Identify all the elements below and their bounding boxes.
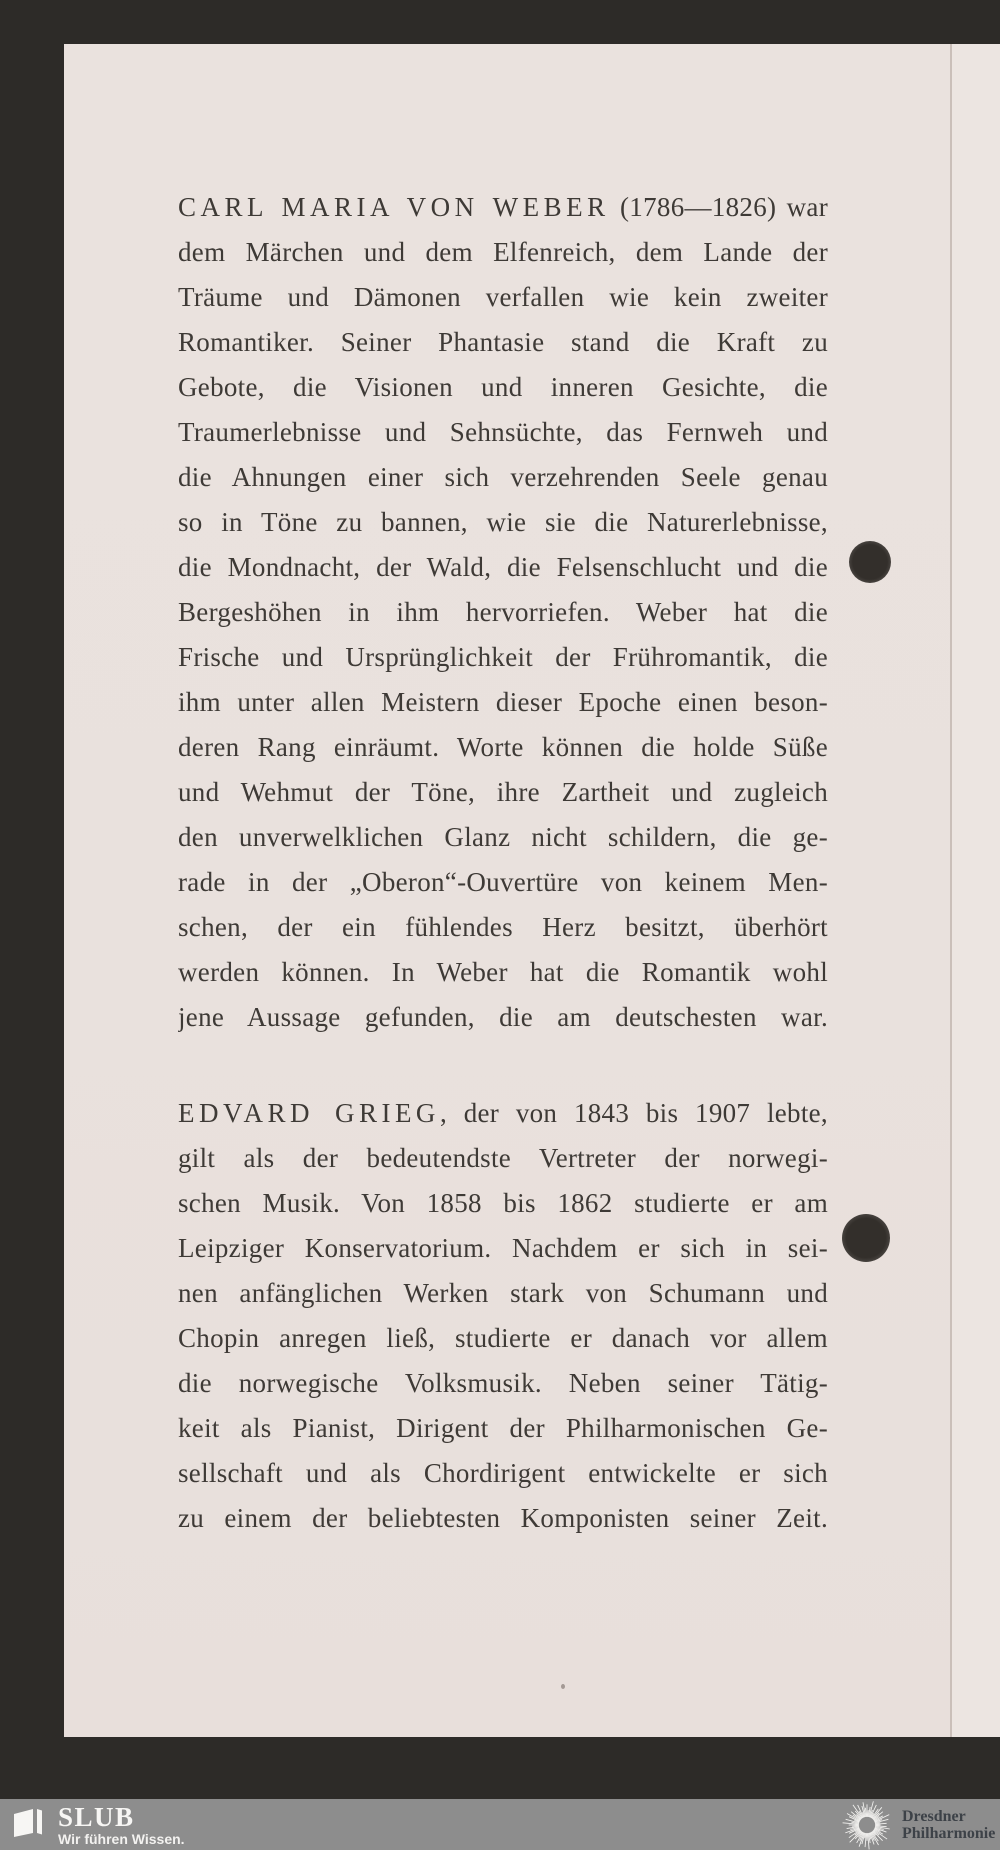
slub-tagline: Wir führen Wissen. — [58, 1831, 185, 1847]
paragraph-grieg — [178, 1091, 828, 1541]
composer-name: EDVARD GRIEG — [178, 1098, 440, 1128]
text-line: die norwegische Volksmusik. Neben seiner Tätig- — [178, 1368, 828, 1398]
text-column — [178, 185, 828, 1541]
text-line: gilt als der bedeutendste Vertreter der norwegi- — [178, 1143, 828, 1173]
text-line: werden können. In Weber hat die Romantik wohl — [178, 957, 828, 987]
text-line: Chopin anregen ließ, studierte er danach vor allem — [178, 1323, 828, 1353]
text-line: nen anfänglichen Werken stark von Schumann und — [178, 1278, 828, 1308]
philharmonie-line2: Philharmonie — [902, 1824, 996, 1842]
text-line: CARL MARIA VON WEBER (1786—1826) war — [178, 192, 828, 222]
text-line: Traumerlebnisse und Sehnsüchte, das Fernweh und — [178, 417, 828, 447]
text-line: die Mondnacht, der Wald, die Felsenschlucht und die — [178, 552, 828, 582]
text-line: schen, der ein fühlendes Herz besitzt, überhört — [178, 912, 828, 942]
open-book-icon — [12, 1807, 44, 1837]
text-line: sellschaft und als Chordirigent entwickelte er sich — [178, 1458, 828, 1488]
slub-wordmark: SLUB — [58, 1802, 135, 1832]
text-line: Romantiker. Seiner Phantasie stand die Kraft zu — [178, 327, 828, 357]
sunburst-icon — [842, 1800, 892, 1850]
text-line: jene Aussage gefunden, die am deutschesten war. — [178, 1002, 828, 1032]
text-line: Leipziger Konservatorium. Nachdem er sich in sei- — [178, 1233, 828, 1263]
text-line: Träume und Dämonen verfallen wie kein zweiter — [178, 282, 828, 312]
text-line: schen Musik. Von 1858 bis 1862 studierte er am — [178, 1188, 828, 1218]
hole-punch — [849, 541, 891, 583]
paper-speck — [561, 1684, 565, 1689]
slub-text-block — [58, 1803, 185, 1847]
slub-logo — [12, 1799, 185, 1850]
text-line: ihm unter allen Meistern dieser Epoche einen beson- — [178, 687, 828, 717]
text-line: zu einem der beliebtesten Komponisten seiner Zeit. — [178, 1503, 828, 1533]
text-line: EDVARD GRIEG, der von 1843 bis 1907 lebte, — [178, 1098, 828, 1128]
text-line: rade in der „Oberon“-Ouvertüre von keinem Men- — [178, 867, 828, 897]
philharmonie-text-block — [902, 1808, 995, 1842]
text-line: Bergeshöhen in ihm hervorriefen. Weber hat die — [178, 597, 828, 627]
text-line: so in Töne zu bannen, wie sie die Naturerlebnisse, — [178, 507, 828, 537]
dresdner-philharmonie-logo — [842, 1799, 995, 1850]
hole-punch — [842, 1214, 890, 1262]
text-line: keit als Pianist, Dirigent der Philharmonischen Ge- — [178, 1413, 828, 1443]
text-line: und Wehmut der Töne, ihre Zartheit und zugleich — [178, 777, 828, 807]
text-line: den unverwelklichen Glanz nicht schildern, die ge- — [178, 822, 828, 852]
text-line: Gebote, die Visionen und inneren Gesichte, die — [178, 372, 828, 402]
footer-bar — [0, 1799, 1000, 1850]
text-line: Frische und Ursprünglichkeit der Frühromantik, die — [178, 642, 828, 672]
paragraph-weber — [178, 185, 828, 1040]
text-line: deren Rang einräumt. Worte können die holde Süße — [178, 732, 828, 762]
philharmonie-line1: Dresdner — [902, 1807, 966, 1825]
text-line: dem Märchen und dem Elfenreich, dem Lande der — [178, 237, 828, 267]
text-line: die Ahnungen einer sich verzehrenden Seele genau — [178, 462, 828, 492]
composer-name: CARL MARIA VON WEBER — [178, 192, 610, 222]
page-fold-edge — [950, 44, 1000, 1737]
